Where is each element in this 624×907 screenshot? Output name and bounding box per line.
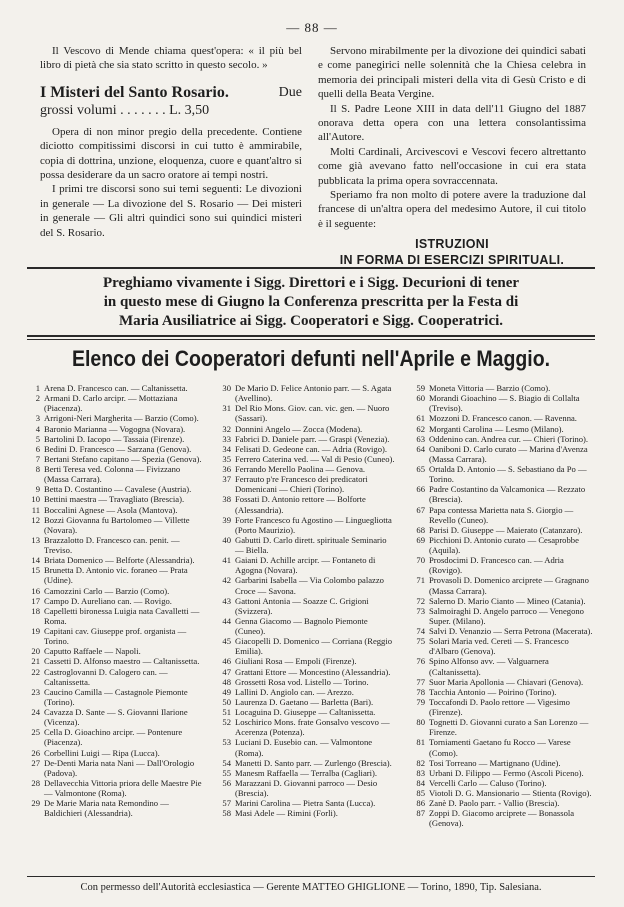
list-item: [219, 424, 397, 434]
list-item-number: 4: [35, 423, 40, 434]
obituary-list-title: Elenco dei Cooperatori defunti nell'Aprile e Maggio.: [71, 347, 551, 372]
list-item-text: Castroglovanni D. Calogero can. — Caltanissetta.: [44, 666, 168, 687]
list-item: [413, 383, 593, 393]
list-item-text: Vercelli Carlo — Caluso (Torino).: [429, 777, 547, 788]
list-item-text: Cavazza D. Sante — S. Giovanni Ilarione (Vicenza).: [44, 707, 188, 728]
list-item-text: Manetti D. Santo parr. — Zurlengo (Brescia).: [235, 757, 392, 768]
list-item-number: 60: [416, 393, 425, 404]
list-item-text: Moneta Vittoria — Barzio (Como).: [429, 383, 551, 393]
list-item-number: 70: [416, 555, 425, 566]
list-item-text: Caucino Camilla — Castagnole Piemonte (Torino).: [44, 686, 188, 707]
list-item: [413, 717, 593, 737]
list-item-number: 33: [222, 433, 231, 444]
list-item-number: 58: [222, 808, 231, 819]
list-item-number: 80: [416, 717, 425, 728]
list-item-text: Parisi D. Giuseppe — Maierato (Catanzaro).: [429, 524, 583, 535]
list-item: [219, 383, 397, 403]
list-item-number: 38: [222, 494, 231, 505]
list-item-number: 3: [35, 413, 40, 424]
list-item: [219, 403, 397, 423]
list-item: [28, 464, 204, 484]
list-item-number: 9: [35, 484, 40, 495]
list-item-number: 63: [416, 433, 425, 444]
list-item: [413, 778, 593, 788]
list-item-text: Arrigoni-Neri Margherita — Barzio (Como).: [44, 413, 199, 424]
list-item-number: 48: [222, 676, 231, 687]
list-item: [28, 596, 204, 606]
list-item-number: 45: [222, 636, 231, 647]
list-item: [219, 758, 397, 768]
list-item-number: 42: [222, 575, 231, 586]
list-item: [219, 768, 397, 778]
list-item-number: 20: [31, 646, 40, 657]
list-item: [413, 687, 593, 697]
left-text-column: [40, 44, 302, 240]
list-item: [28, 606, 204, 626]
list-item-number: 27: [31, 757, 40, 768]
list-item-number: 18: [31, 605, 40, 616]
list-item-number: 21: [31, 656, 40, 667]
right-text-column: [318, 44, 586, 267]
list-item-text: De-Denti Maria nata Nani — Dall'Orologio (Padova).: [44, 757, 195, 778]
book-volumes: [40, 102, 302, 119]
list-item: [28, 687, 204, 707]
list-item-number: 72: [416, 595, 425, 606]
list-item-text: Marini Carolina — Pietra Santa (Lucca).: [235, 798, 376, 809]
list-item-text: Lallini D. Angiolo can. — Arezzo.: [235, 686, 354, 697]
list-item-number: 68: [416, 524, 425, 535]
list-item-text: Salvi D. Venanzio — Serra Petrona (Macerata).: [429, 626, 593, 636]
list-item-number: 10: [31, 494, 40, 505]
list-item: [413, 808, 593, 828]
rule-divider: [27, 339, 595, 340]
list-item-text: Bedini D. Francesco — Sarzana (Genova).: [44, 443, 192, 454]
right-paragraph-4: Speriamo fra non molto di potere avere la traduzione dal francese di un'altra opera del medesimo Autore, il cui titolo è il seguente:: [318, 189, 586, 230]
obituary-list-column-2: [219, 383, 397, 818]
list-item-text: Padre Costantino da Valcamonica — Rezzato (Brescia).: [429, 484, 586, 505]
list-item: [28, 565, 204, 585]
list-item-number: 1: [35, 383, 40, 393]
list-item-text: Giacopelli D. Domenico — Corriana (Reggio Emilia).: [235, 636, 393, 657]
book-title: I Misteri del Santo Rosario.: [40, 83, 229, 101]
rule-divider: [27, 267, 595, 269]
list-item: [413, 393, 593, 413]
list-item-number: 15: [31, 565, 40, 576]
list-item: [413, 575, 593, 595]
list-item: [413, 626, 593, 636]
list-item-text: Betta D. Costantino — Cavalese (Austria).: [44, 484, 192, 495]
list-item-text: Dellavecchia Vittoria priora delle Maestre Pie — Valmontone (Roma).: [44, 777, 202, 798]
list-item-text: Cassetti D. Alfonso maestro — Caltanissetta.: [44, 656, 200, 667]
list-item-number: 83: [416, 767, 425, 778]
list-item: [413, 484, 593, 504]
list-item-text: Oaniboni D. Carlo curato — Marina d'Avenza (Massa Carrara).: [429, 443, 588, 464]
appeal-line-3: Maria Ausiliatrice ai Sigg. Cooperatori e Sigg. Cooperatrici.: [118, 313, 504, 329]
list-item-number: 51: [222, 707, 231, 717]
book-volumes-text: grossi volumi . . . . . . . L. 3,50: [40, 102, 210, 118]
list-item: [413, 555, 593, 575]
list-item-text: Baronio Marianna — Vogogna (Novara).: [44, 423, 186, 434]
list-item: [28, 778, 204, 798]
list-item: [219, 515, 397, 535]
list-item-number: 79: [416, 696, 425, 707]
instruction-title-1: ISTRUZIONI: [415, 237, 489, 252]
list-item-number: 74: [416, 626, 425, 636]
list-item-number: 87: [416, 808, 425, 819]
list-item: [28, 667, 204, 687]
list-item-number: 32: [222, 423, 231, 434]
list-item: [28, 413, 204, 423]
appeal-notice: [27, 274, 595, 331]
list-item-number: 6: [35, 443, 40, 454]
list-item: [219, 808, 397, 818]
list-item-number: 85: [416, 788, 425, 798]
intro-paragraph: Il Vescovo di Mende chiama quest'opera: « il più bel libro di pietà che sia stato scritto in questo secolo. »: [40, 45, 302, 72]
list-item-number: 16: [31, 585, 40, 596]
list-item-number: 37: [222, 474, 231, 485]
list-item-number: 57: [222, 798, 231, 809]
list-item-text: Grossetti Rosa vod. Listello — Torino.: [235, 676, 369, 687]
list-item-number: 26: [31, 747, 40, 758]
list-item: [413, 677, 593, 687]
list-item-text: Forte Francesco fu Agostino — Linguegliotta (Porto Maurizio).: [235, 514, 392, 535]
list-item-number: 66: [416, 484, 425, 495]
list-item: [219, 636, 397, 656]
list-item: [413, 737, 593, 757]
list-item: [219, 474, 397, 494]
list-item: [219, 687, 397, 697]
list-item-text: Viotoli D. G. Mansionario — Stienta (Rovigo).: [429, 788, 592, 798]
list-item: [28, 758, 204, 778]
list-item-text: Ortalda D. Antonio — S. Sebastiano da Po — Torino.: [429, 464, 587, 485]
list-item: [219, 778, 397, 798]
list-item-text: Gattoni Antonia — Soazze C. Grigioni (Svizzera).: [235, 595, 369, 616]
list-item-text: Morandi Gioachino — S. Biagio di Collalta (Treviso).: [429, 393, 580, 414]
list-item: [413, 444, 593, 464]
list-item: [28, 748, 204, 758]
list-item-number: 78: [416, 686, 425, 697]
list-item-number: 2: [35, 393, 40, 404]
list-item: [28, 798, 204, 818]
list-item: [28, 727, 204, 747]
list-item: [413, 758, 593, 768]
list-item-number: 86: [416, 798, 425, 809]
list-item-number: 64: [416, 443, 425, 454]
list-item-number: 43: [222, 595, 231, 606]
list-item: [413, 464, 593, 484]
list-item-number: 50: [222, 696, 231, 707]
list-item: [413, 788, 593, 798]
list-item-text: Caputto Raffaele — Napoli.: [44, 646, 141, 657]
list-item: [219, 717, 397, 737]
list-item-text: Tosi Torreano — Martignano (Udine).: [429, 757, 561, 768]
list-item-text: Salerno D. Mario Cianto — Mineo (Catania).: [429, 595, 586, 606]
list-item-number: 5: [35, 433, 40, 444]
list-item-text: Berti Teresa ved. Colonna — Fivizzano (Massa Carrara).: [44, 464, 181, 485]
list-item-text: De Marie Maria nata Remondino — Baldichieri (Alessandria).: [44, 798, 169, 819]
list-item-text: Picchioni D. Antonio curato — Cesaprobbe (Aquila).: [429, 534, 579, 555]
list-item-text: Mozzoni D. Francesco canon. — Ravenna.: [429, 413, 577, 424]
list-item-text: Boccalini Agnese — Asola (Mantova).: [44, 504, 178, 515]
list-item-number: 12: [31, 514, 40, 525]
list-item-text: De Mario D. Felice Antonio parr. — S. Agata (Avellino).: [235, 383, 392, 404]
list-item-number: 54: [222, 757, 231, 768]
list-item-text: Provasoli D. Domenico arciprete — Gragnano (Massa Carrara).: [429, 575, 589, 596]
list-item: [28, 656, 204, 666]
list-item-text: Bertani Stefano capitano — Spezia (Genova).: [44, 453, 202, 464]
list-item-number: 23: [31, 686, 40, 697]
rule-divider: [27, 876, 595, 877]
list-item: [413, 606, 593, 626]
list-item-text: Zoppi D. Giacomo arciprete — Bonassola (Genova).: [429, 808, 575, 829]
list-item-number: 55: [222, 767, 231, 778]
list-item-text: Capelletti bironessa Luigia nata Cavalletti — Roma.: [44, 605, 200, 626]
list-item: [413, 424, 593, 434]
list-item: [413, 656, 593, 676]
list-item: [219, 575, 397, 595]
list-item-number: 11: [31, 504, 40, 515]
list-item: [413, 525, 593, 535]
list-item-text: Brazzalotto D. Francesco can. penit. — Treviso.: [44, 534, 180, 555]
list-item-number: 77: [416, 676, 425, 687]
list-item-text: Genna Giacomo — Bagnolo Piemonte (Cuneo).: [235, 615, 368, 636]
list-item: [413, 636, 593, 656]
list-item-text: Bettini maestra — Travagliato (Brescia).: [44, 494, 185, 505]
list-item: [413, 596, 593, 606]
list-item: [28, 484, 204, 494]
list-item-text: Camozzini Carlo — Barzio (Como).: [44, 585, 170, 596]
list-item: [219, 798, 397, 808]
list-item-number: 40: [222, 534, 231, 545]
list-item-number: 35: [222, 453, 231, 464]
list-item-text: Manesm Raffaella — Terralba (Cagliari).: [235, 767, 378, 778]
list-item-text: Corbellini Luigi — Ripa (Lucca).: [44, 747, 160, 758]
list-item: [219, 555, 397, 575]
list-item-number: 49: [222, 686, 231, 697]
list-item-number: 44: [222, 615, 231, 626]
list-item-number: 31: [222, 403, 231, 414]
list-item-text: Gabutti D. Carlo dirett. spirituale Seminario — Biella.: [235, 534, 387, 555]
list-item-text: Laurenza D. Gaetano — Barletta (Bari).: [235, 696, 374, 707]
list-item: [28, 494, 204, 504]
list-item: [28, 555, 204, 565]
list-item-text: Gaiani D. Achille arcipr. — Fontaneto di Agogna (Novara).: [235, 555, 376, 576]
list-item-number: 59: [416, 383, 425, 393]
list-item-text: Campo D. Aureliano can. — Rovigo.: [44, 595, 172, 606]
list-item: [28, 707, 204, 727]
list-item-text: Garbarini Isabella — Via Colombo palazzo Croce — Savona.: [235, 575, 384, 596]
list-item: [413, 535, 593, 555]
list-item-text: Giuliani Rosa — Empoli (Firenze).: [235, 656, 357, 667]
list-item-text: Spino Alfonso avv. — Valguarnera (Caltanissetta).: [429, 656, 549, 677]
list-item-text: Fossati D. Antonio rettore — Bolforte (Alessandria).: [235, 494, 366, 515]
list-item-number: 81: [416, 737, 425, 748]
list-item-number: 47: [222, 666, 231, 677]
list-item-text: Bartolini D. Iacopo — Tassaia (Firenze).: [44, 433, 185, 444]
right-paragraph-1: Servono mirabilmente per la divozione dei quindici sabati e come panegirici nelle solennità che la Chiesa celebra in memoria dei principali misteri della vita di Gesù Cristo e di quelli della Beata Vergine.: [318, 45, 586, 101]
list-item-number: 28: [31, 777, 40, 788]
list-item: [28, 535, 204, 555]
instruction-title-2: IN FORMA DI ESERCIZI SPIRITUALI.: [339, 253, 565, 268]
list-item: [219, 707, 397, 717]
list-item-text: Urbani D. Filippo — Fermo (Ascoli Piceno).: [429, 767, 584, 778]
list-item: [413, 768, 593, 778]
list-item-text: Oddenino can. Andrea cur. — Chieri (Torino).: [429, 433, 589, 444]
right-paragraph-2: Il S. Padre Leone XIII in data dell'11 Giugno del 1887 onorava detta opera con una lettera consolantissima all'Autore.: [318, 102, 586, 144]
list-item: [219, 444, 397, 454]
list-item-number: 73: [416, 605, 425, 616]
list-item-number: 67: [416, 504, 425, 515]
list-item-text: Locaguina D. Giuseppe — Caltanissetta.: [235, 707, 376, 717]
list-item-number: 46: [222, 656, 231, 667]
list-item: [28, 646, 204, 656]
list-item-text: Del Rio Mons. Giov. can. vic. gen. — Nuoro (Sassari).: [235, 403, 390, 424]
list-item-number: 25: [31, 727, 40, 738]
list-item-number: 30: [222, 383, 231, 393]
list-item-text: Toccafondi D. Paolo rettore — Vigesimo (Firenze).: [429, 696, 570, 717]
list-item-text: Cella D. Gioachino arcipr. — Pontenure (Piacenza).: [44, 727, 183, 748]
list-item-text: Fabrici D. Daniele parr. — Graspi (Venezia).: [235, 433, 390, 444]
list-item-number: 29: [31, 798, 40, 809]
list-item: [219, 454, 397, 464]
list-item-text: Morganti Carolina — Lesmo (Milano).: [429, 423, 564, 434]
list-item-number: 84: [416, 777, 425, 788]
list-item: [219, 667, 397, 677]
list-item-text: Briata Domenico — Belforte (Alessandria).: [44, 555, 195, 566]
list-item-number: 22: [31, 666, 40, 677]
list-item: [28, 626, 204, 646]
list-item: [28, 424, 204, 434]
list-item: [219, 677, 397, 687]
list-item: [413, 505, 593, 525]
list-item-text: Arena D. Francesco can. — Caltanissetta.: [44, 383, 188, 393]
list-item-number: 17: [31, 595, 40, 606]
list-item-number: 8: [35, 464, 40, 474]
list-item: [219, 616, 397, 636]
list-item-number: 14: [31, 555, 40, 566]
list-item-text: Torniamenti Gaetano fu Rocco — Varese (Como).: [429, 737, 571, 758]
list-item-number: 36: [222, 464, 231, 474]
list-item-text: Salmoiraghi D. Angelo parroco — Venegono Super. (Milano).: [429, 605, 584, 626]
list-item-text: Luciani D. Eusebio can. — Valmontone (Roma).: [235, 737, 373, 758]
list-item: [413, 413, 593, 423]
list-item: [219, 697, 397, 707]
book-themes: I primi tre discorsi sono sui temi seguenti: Le divozioni in generale — La divozione del S. Rosario — Dei misteri in generale — Gli altri quindici sono sui quindici misteri del S. Rosario.: [40, 183, 302, 239]
list-item: [219, 535, 397, 555]
list-item-number: 65: [416, 464, 425, 474]
list-item: [413, 434, 593, 444]
list-item: [28, 444, 204, 454]
list-item: [28, 454, 204, 464]
list-item-text: Ferrero Caterina ved. — Val di Pesio (Cuneo).: [235, 453, 395, 464]
list-item-text: Masi Adele — Rimini (Forli).: [235, 808, 338, 819]
book-title-line: [40, 83, 302, 102]
list-item-text: Ferrando Merello Paolina — Genova.: [235, 464, 366, 474]
appeal-line-2: in questo mese di Giugno la Conferenza prescritta per la Festa di: [103, 294, 519, 310]
list-item-text: Tacchia Antonio — Poirino (Torino).: [429, 686, 557, 697]
right-paragraph-3: Molti Cardinali, Arcivescovi e Vescovi fecero altrettanto come già avevano fatto nell'occasione in cui era stata pubblicata la prima opera sovraccennata.: [318, 145, 586, 187]
list-item-text: Marazzani D. Giovanni parroco — Desio (Brescia).: [235, 777, 378, 798]
list-item-number: 19: [31, 626, 40, 636]
list-item-text: Prosdocimi D. Francesco can. — Adria (Rovigo).: [429, 555, 564, 576]
list-item-number: 61: [416, 413, 425, 424]
list-item: [219, 737, 397, 757]
list-item-text: Papa contessa Marietta nata S. Giorgio — Revello (Cuneo).: [429, 504, 574, 525]
list-item-text: Tognetti D. Giovanni curato a San Lorenzo — Firenze.: [429, 717, 589, 738]
list-item: [219, 464, 397, 474]
list-item-number: 53: [222, 737, 231, 748]
list-item: [219, 494, 397, 514]
list-item-text: Bozzi Giovanna fu Bartolomeo — Villette (Novara).: [44, 514, 190, 535]
list-item: [413, 798, 593, 808]
list-item-number: 34: [222, 443, 231, 454]
list-item-number: 24: [31, 707, 40, 717]
list-item: [28, 393, 204, 413]
list-item-number: 39: [222, 514, 231, 525]
list-item-text: Capitani cav. Giuseppe prof. organista — Torino.: [44, 626, 187, 647]
book-title-suffix: Due: [278, 84, 302, 100]
list-item: [219, 656, 397, 666]
list-item: [219, 596, 397, 616]
list-item-number: 41: [222, 555, 231, 566]
list-item-number: 71: [416, 575, 425, 586]
list-item-number: 82: [416, 757, 425, 768]
list-item-number: 76: [416, 656, 425, 667]
list-item-text: Armani D. Carlo arcipr. — Mottaziana (Piacenza).: [44, 393, 178, 414]
list-item: [28, 515, 204, 535]
list-item-number: 56: [222, 777, 231, 788]
list-item: [28, 434, 204, 444]
list-item: [28, 383, 204, 393]
rule-divider: [27, 335, 595, 337]
book-description: Opera di non minor pregio della precedente. Contiene diciotto compitissimi discorsi in cui tutto è ammirabile, copia di dottrina, unzione, eloquenza, cuore e quant'altro si possa desiderare da un sacro oratore ai tempi nostri.: [40, 125, 302, 182]
list-item-text: Solari Maria ved. Cereti — S. Francesco d'Albaro (Genova).: [429, 636, 569, 657]
list-item-text: Felisati D. Gedeone can. — Adria (Rovigo).: [235, 443, 388, 454]
appeal-line-1: Preghiamo vivamente i Sigg. Direttori e i Sigg. Decurioni di tener: [102, 275, 520, 291]
list-item: [28, 505, 204, 515]
page-number: — 88 —: [286, 20, 338, 35]
list-item-text: Ferrauto p're Francesco dei predicatori Domenicani — Chieri (Torino).: [235, 474, 368, 495]
list-item-number: 75: [416, 636, 425, 647]
imprint-footer: Con permesso dell'Autorità ecclesiastica — Gerente MATTEO GHIGLIONE — Torino, 1890, Tip. Salesiana.: [80, 882, 542, 893]
list-item-number: 13: [31, 534, 40, 545]
obituary-list-column-3: [413, 383, 593, 829]
list-item: [28, 586, 204, 596]
list-item: [219, 434, 397, 444]
list-item-text: Donnini Angelo — Zocca (Modena).: [235, 423, 363, 434]
obituary-list-column-1: [28, 383, 204, 818]
list-item-text: Loschirico Mons. frate Gonsalvo vescovo — Acerenza (Potenza).: [235, 717, 390, 738]
list-item-number: 7: [35, 453, 40, 464]
list-item-text: Brunetta D. Antonio vic. foraneo — Prata (Udine).: [44, 565, 188, 586]
list-item-number: 62: [416, 423, 425, 434]
list-item-text: Zanè D. Paolo parr. - Vallio (Brescia).: [429, 798, 560, 809]
list-item-number: 69: [416, 534, 425, 545]
list-item: [413, 697, 593, 717]
list-item-number: 52: [222, 717, 231, 728]
list-item-text: Suor Maria Apollonia — Chiavari (Genova).: [429, 676, 584, 687]
list-item-text: Grattani Ettore — Moncestino (Alessandria).: [235, 666, 391, 677]
